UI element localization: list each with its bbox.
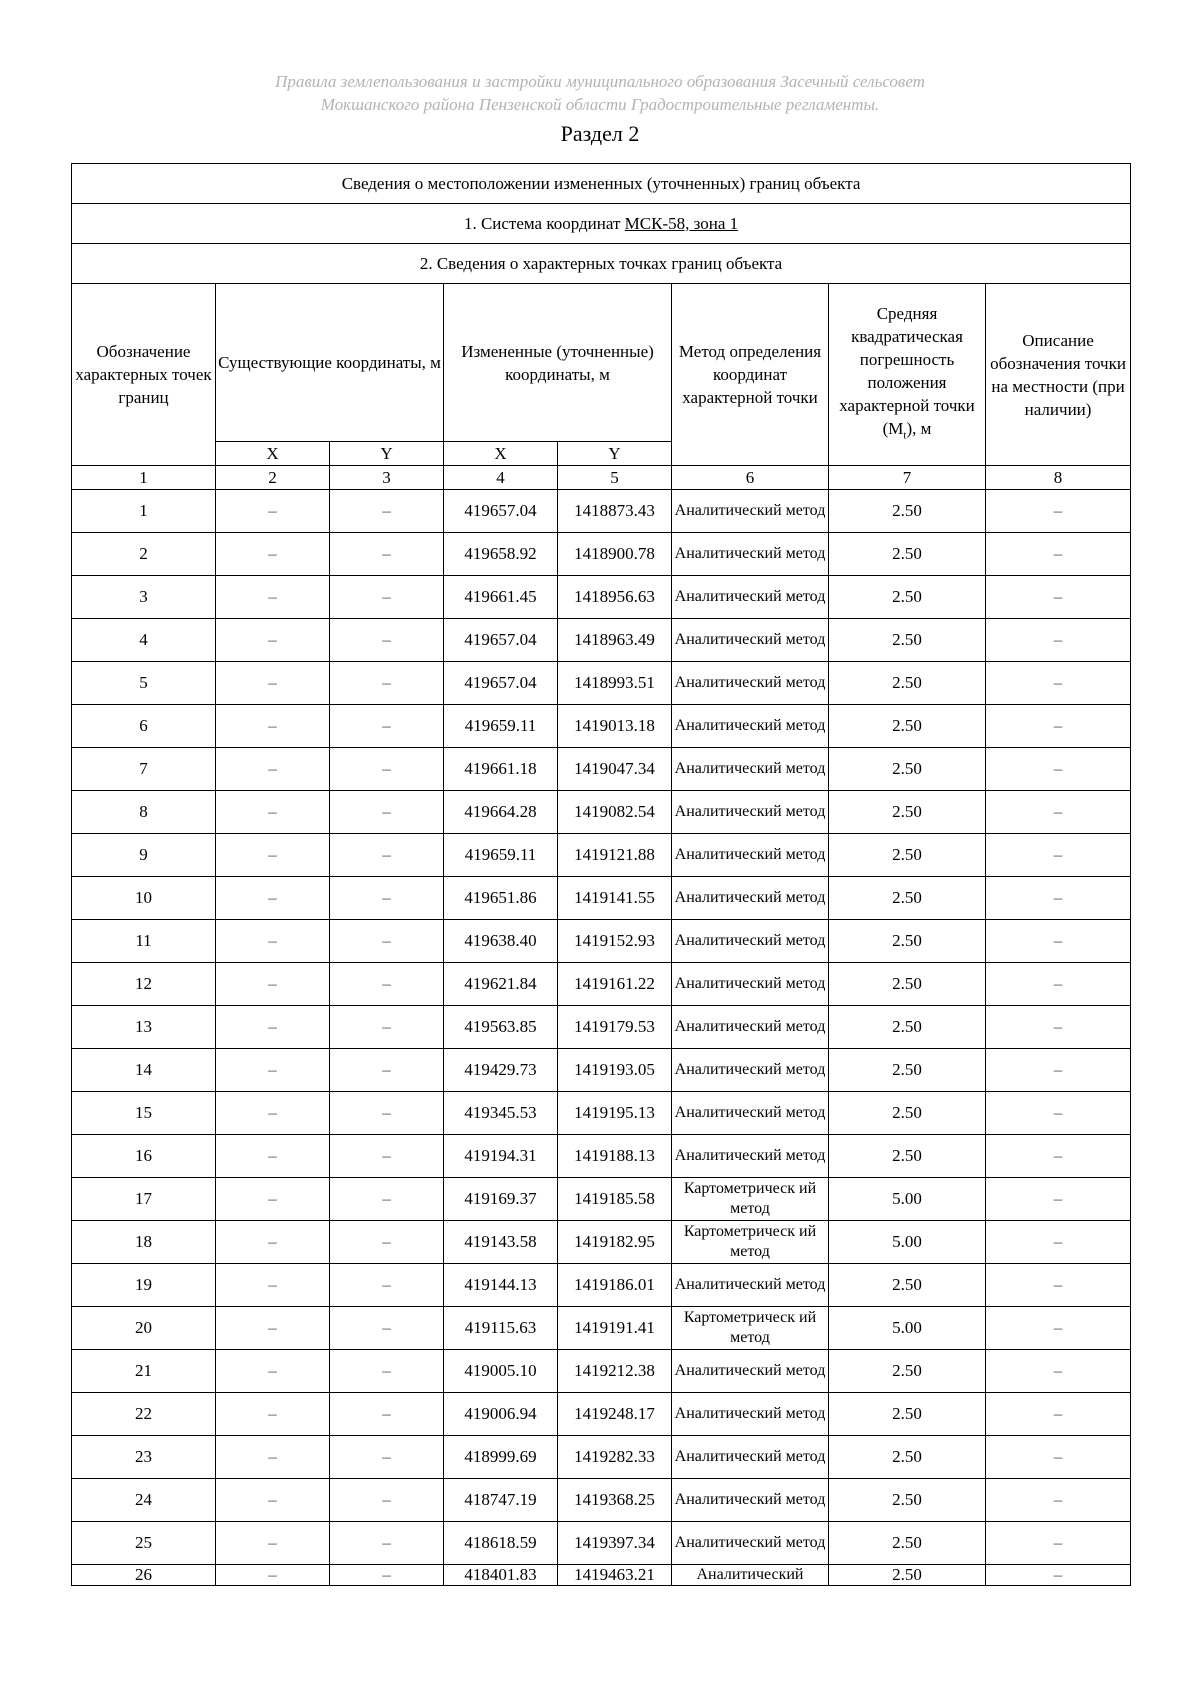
column-number: 2 bbox=[216, 466, 330, 490]
changed-x-cell: 419621.84 bbox=[444, 963, 558, 1006]
changed-y-cell: 1419152.93 bbox=[558, 920, 672, 963]
header-mean-error-sub: t bbox=[903, 429, 907, 442]
table-title-row bbox=[72, 164, 1131, 204]
existing-x-cell: – bbox=[216, 920, 330, 963]
existing-x-cell: – bbox=[216, 791, 330, 834]
description-cell: – bbox=[986, 1393, 1131, 1436]
mean-error-cell: 2.50 bbox=[829, 877, 986, 920]
existing-y-cell: – bbox=[330, 1135, 444, 1178]
table-row bbox=[72, 1092, 1131, 1135]
changed-y-cell: 1419121.88 bbox=[558, 834, 672, 877]
existing-y-cell: – bbox=[330, 1350, 444, 1393]
point-number-cell: 21 bbox=[72, 1350, 216, 1393]
mean-error-cell: 2.50 bbox=[829, 1479, 986, 1522]
method-cell: Аналитический метод bbox=[672, 1006, 829, 1049]
table-row bbox=[72, 834, 1131, 877]
description-cell: – bbox=[986, 1178, 1131, 1221]
changed-y-cell: 1419193.05 bbox=[558, 1049, 672, 1092]
mean-error-cell: 2.50 bbox=[829, 748, 986, 791]
table-row bbox=[72, 619, 1131, 662]
existing-x-cell: – bbox=[216, 1307, 330, 1350]
method-cell: Аналитический метод bbox=[672, 705, 829, 748]
changed-y-cell: 1419013.18 bbox=[558, 705, 672, 748]
existing-y-cell: – bbox=[330, 1565, 444, 1586]
changed-x-cell: 419144.13 bbox=[444, 1264, 558, 1307]
existing-x-cell: – bbox=[216, 619, 330, 662]
mean-error-cell: 5.00 bbox=[829, 1178, 986, 1221]
existing-x-cell: – bbox=[216, 1221, 330, 1264]
existing-x-cell: – bbox=[216, 490, 330, 533]
existing-x-cell: – bbox=[216, 748, 330, 791]
existing-x-cell: – bbox=[216, 1522, 330, 1565]
method-cell: Аналитический метод bbox=[672, 1264, 829, 1307]
point-number-cell: 4 bbox=[72, 619, 216, 662]
table-row bbox=[72, 1264, 1131, 1307]
existing-y-cell: – bbox=[330, 1049, 444, 1092]
method-cell: Аналитический bbox=[672, 1565, 829, 1586]
column-number: 7 bbox=[829, 466, 986, 490]
point-number-cell: 16 bbox=[72, 1135, 216, 1178]
point-number-cell: 26 bbox=[72, 1565, 216, 1586]
changed-y-cell: 1419191.41 bbox=[558, 1307, 672, 1350]
table-row bbox=[72, 1178, 1131, 1221]
changed-y-cell: 1419397.34 bbox=[558, 1522, 672, 1565]
existing-x-cell: – bbox=[216, 1393, 330, 1436]
method-cell: Аналитический метод bbox=[672, 533, 829, 576]
header-existing-y: Y bbox=[330, 442, 444, 466]
table-row bbox=[72, 1221, 1131, 1264]
method-cell: Аналитический метод bbox=[672, 490, 829, 533]
method-cell: Аналитический метод bbox=[672, 1479, 829, 1522]
method-cell: Аналитический метод bbox=[672, 1436, 829, 1479]
table-row bbox=[72, 662, 1131, 705]
description-cell: – bbox=[986, 1565, 1131, 1586]
mean-error-cell: 5.00 bbox=[829, 1307, 986, 1350]
method-cell: Картометрическ ий метод bbox=[672, 1307, 829, 1350]
table-row bbox=[72, 1135, 1131, 1178]
method-cell: Аналитический метод bbox=[672, 834, 829, 877]
description-cell: – bbox=[986, 1350, 1131, 1393]
table-row bbox=[72, 1479, 1131, 1522]
existing-x-cell: – bbox=[216, 877, 330, 920]
method-cell: Картометрическ ий метод bbox=[672, 1178, 829, 1221]
header-mean-error-unit: ), м bbox=[906, 418, 932, 438]
changed-y-cell: 1418956.63 bbox=[558, 576, 672, 619]
method-cell: Аналитический метод bbox=[672, 791, 829, 834]
existing-x-cell: – bbox=[216, 1264, 330, 1307]
mean-error-cell: 2.50 bbox=[829, 619, 986, 662]
changed-x-cell: 419661.18 bbox=[444, 748, 558, 791]
method-cell: Картометрическ ий метод bbox=[672, 1221, 829, 1264]
changed-x-cell: 419194.31 bbox=[444, 1135, 558, 1178]
description-cell: – bbox=[986, 1135, 1131, 1178]
existing-x-cell: – bbox=[216, 533, 330, 576]
mean-error-cell: 2.50 bbox=[829, 1436, 986, 1479]
changed-x-cell: 419657.04 bbox=[444, 490, 558, 533]
mean-error-cell: 2.50 bbox=[829, 1092, 986, 1135]
existing-y-cell: – bbox=[330, 791, 444, 834]
description-cell: – bbox=[986, 619, 1131, 662]
column-number: 5 bbox=[558, 466, 672, 490]
existing-x-cell: – bbox=[216, 1006, 330, 1049]
column-number: 8 bbox=[986, 466, 1131, 490]
changed-y-cell: 1419195.13 bbox=[558, 1092, 672, 1135]
table-row bbox=[72, 920, 1131, 963]
method-cell: Аналитический метод bbox=[672, 1393, 829, 1436]
table-title: Сведения о местоположении измененных (уточненных) границ объекта bbox=[72, 164, 1131, 204]
document-running-header bbox=[0, 70, 1200, 116]
changed-x-cell: 419657.04 bbox=[444, 662, 558, 705]
changed-x-cell: 419006.94 bbox=[444, 1393, 558, 1436]
point-number-cell: 13 bbox=[72, 1006, 216, 1049]
table-row bbox=[72, 705, 1131, 748]
changed-y-cell: 1419368.25 bbox=[558, 1479, 672, 1522]
table-row bbox=[72, 963, 1131, 1006]
coordinate-system-row bbox=[72, 204, 1131, 244]
point-number-cell: 9 bbox=[72, 834, 216, 877]
method-cell: Аналитический метод bbox=[672, 1135, 829, 1178]
mean-error-cell: 2.50 bbox=[829, 963, 986, 1006]
table-row bbox=[72, 1350, 1131, 1393]
changed-y-cell: 1418900.78 bbox=[558, 533, 672, 576]
column-number: 4 bbox=[444, 466, 558, 490]
existing-x-cell: – bbox=[216, 1565, 330, 1586]
changed-y-cell: 1419182.95 bbox=[558, 1221, 672, 1264]
table-row bbox=[72, 1436, 1131, 1479]
description-cell: – bbox=[986, 920, 1131, 963]
method-cell: Аналитический метод bbox=[672, 619, 829, 662]
description-cell: – bbox=[986, 963, 1131, 1006]
changed-x-cell: 418401.83 bbox=[444, 1565, 558, 1586]
mean-error-cell: 2.50 bbox=[829, 1565, 986, 1586]
table-row bbox=[72, 1393, 1131, 1436]
points-section-title: 2. Сведения о характерных точках границ объекта bbox=[72, 244, 1131, 284]
changed-y-cell: 1418993.51 bbox=[558, 662, 672, 705]
changed-y-cell: 1419047.34 bbox=[558, 748, 672, 791]
changed-x-cell: 418618.59 bbox=[444, 1522, 558, 1565]
existing-x-cell: – bbox=[216, 1049, 330, 1092]
changed-x-cell: 418747.19 bbox=[444, 1479, 558, 1522]
description-cell: – bbox=[986, 1264, 1131, 1307]
mean-error-cell: 2.50 bbox=[829, 533, 986, 576]
existing-y-cell: – bbox=[330, 1264, 444, 1307]
mean-error-cell: 2.50 bbox=[829, 490, 986, 533]
changed-x-cell: 419115.63 bbox=[444, 1307, 558, 1350]
point-number-cell: 20 bbox=[72, 1307, 216, 1350]
mean-error-cell: 2.50 bbox=[829, 1393, 986, 1436]
changed-y-cell: 1419185.58 bbox=[558, 1178, 672, 1221]
mean-error-cell: 2.50 bbox=[829, 1350, 986, 1393]
column-number: 3 bbox=[330, 466, 444, 490]
existing-y-cell: – bbox=[330, 1436, 444, 1479]
header-existing-coordinates: Существующие координаты, м bbox=[216, 284, 444, 442]
existing-x-cell: – bbox=[216, 705, 330, 748]
mean-error-cell: 2.50 bbox=[829, 705, 986, 748]
method-cell: Аналитический метод bbox=[672, 1522, 829, 1565]
existing-y-cell: – bbox=[330, 1006, 444, 1049]
point-number-cell: 3 bbox=[72, 576, 216, 619]
point-number-cell: 1 bbox=[72, 490, 216, 533]
changed-y-cell: 1419463.21 bbox=[558, 1565, 672, 1586]
method-cell: Аналитический метод bbox=[672, 1049, 829, 1092]
point-number-cell: 10 bbox=[72, 877, 216, 920]
method-cell: Аналитический метод bbox=[672, 748, 829, 791]
changed-x-cell: 419345.53 bbox=[444, 1092, 558, 1135]
description-cell: – bbox=[986, 705, 1131, 748]
existing-x-cell: – bbox=[216, 1350, 330, 1393]
table-row bbox=[72, 1049, 1131, 1092]
mean-error-cell: 2.50 bbox=[829, 1135, 986, 1178]
changed-y-cell: 1419179.53 bbox=[558, 1006, 672, 1049]
description-cell: – bbox=[986, 662, 1131, 705]
table-row bbox=[72, 576, 1131, 619]
description-cell: – bbox=[986, 877, 1131, 920]
point-number-cell: 14 bbox=[72, 1049, 216, 1092]
description-cell: – bbox=[986, 834, 1131, 877]
header-mean-error-text: Средняя квадратическая погрешность положения характерной точки (M bbox=[839, 303, 975, 438]
mean-error-cell: 2.50 bbox=[829, 1049, 986, 1092]
column-number: 1 bbox=[72, 466, 216, 490]
changed-x-cell: 419659.11 bbox=[444, 834, 558, 877]
header-mean-error bbox=[829, 284, 986, 466]
table-row bbox=[72, 1522, 1131, 1565]
method-cell: Аналитический метод bbox=[672, 920, 829, 963]
changed-y-cell: 1418873.43 bbox=[558, 490, 672, 533]
mean-error-cell: 2.50 bbox=[829, 1522, 986, 1565]
section-title: Раздел 2 bbox=[560, 121, 640, 146]
point-number-cell: 11 bbox=[72, 920, 216, 963]
table-row bbox=[72, 1006, 1131, 1049]
header-line-2: Мокшанского района Пензенской области Градостроительные регламенты. bbox=[320, 95, 880, 114]
point-number-cell: 15 bbox=[72, 1092, 216, 1135]
existing-y-cell: – bbox=[330, 920, 444, 963]
existing-x-cell: – bbox=[216, 576, 330, 619]
point-number-cell: 2 bbox=[72, 533, 216, 576]
existing-y-cell: – bbox=[330, 576, 444, 619]
changed-x-cell: 419664.28 bbox=[444, 791, 558, 834]
point-number-cell: 18 bbox=[72, 1221, 216, 1264]
changed-y-cell: 1419188.13 bbox=[558, 1135, 672, 1178]
changed-x-cell: 419005.10 bbox=[444, 1350, 558, 1393]
existing-y-cell: – bbox=[330, 705, 444, 748]
existing-y-cell: – bbox=[330, 1522, 444, 1565]
description-cell: – bbox=[986, 1092, 1131, 1135]
existing-x-cell: – bbox=[216, 1178, 330, 1221]
changed-x-cell: 419657.04 bbox=[444, 619, 558, 662]
changed-x-cell: 419143.58 bbox=[444, 1221, 558, 1264]
existing-y-cell: – bbox=[330, 533, 444, 576]
existing-x-cell: – bbox=[216, 1092, 330, 1135]
coordinate-system-label: 1. Система координат bbox=[463, 213, 625, 233]
description-cell: – bbox=[986, 1049, 1131, 1092]
point-number-cell: 5 bbox=[72, 662, 216, 705]
changed-y-cell: 1419141.55 bbox=[558, 877, 672, 920]
method-cell: Аналитический метод bbox=[672, 877, 829, 920]
existing-x-cell: – bbox=[216, 1479, 330, 1522]
mean-error-cell: 2.50 bbox=[829, 662, 986, 705]
mean-error-cell: 2.50 bbox=[829, 834, 986, 877]
point-number-cell: 19 bbox=[72, 1264, 216, 1307]
changed-x-cell: 419429.73 bbox=[444, 1049, 558, 1092]
description-cell: – bbox=[986, 1307, 1131, 1350]
mean-error-cell: 2.50 bbox=[829, 791, 986, 834]
point-number-cell: 8 bbox=[72, 791, 216, 834]
existing-y-cell: – bbox=[330, 1393, 444, 1436]
existing-x-cell: – bbox=[216, 1436, 330, 1479]
existing-y-cell: – bbox=[330, 877, 444, 920]
point-number-cell: 12 bbox=[72, 963, 216, 1006]
changed-x-cell: 419658.92 bbox=[444, 533, 558, 576]
description-cell: – bbox=[986, 748, 1131, 791]
header-description: Описание обозначения точки на местности (при наличии) bbox=[986, 284, 1131, 466]
changed-x-cell: 419661.45 bbox=[444, 576, 558, 619]
existing-y-cell: – bbox=[330, 1479, 444, 1522]
changed-x-cell: 419638.40 bbox=[444, 920, 558, 963]
changed-x-cell: 419169.37 bbox=[444, 1178, 558, 1221]
mean-error-cell: 2.50 bbox=[829, 920, 986, 963]
existing-x-cell: – bbox=[216, 834, 330, 877]
changed-x-cell: 419563.85 bbox=[444, 1006, 558, 1049]
method-cell: Аналитический метод bbox=[672, 1350, 829, 1393]
table-row bbox=[72, 490, 1131, 533]
existing-x-cell: – bbox=[216, 662, 330, 705]
description-cell: – bbox=[986, 1479, 1131, 1522]
existing-y-cell: – bbox=[330, 490, 444, 533]
point-number-cell: 7 bbox=[72, 748, 216, 791]
method-cell: Аналитический метод bbox=[672, 1092, 829, 1135]
changed-y-cell: 1419161.22 bbox=[558, 963, 672, 1006]
table-row bbox=[72, 877, 1131, 920]
changed-y-cell: 1419212.38 bbox=[558, 1350, 672, 1393]
header-changed-coordinates: Измененные (уточненные) координаты, м bbox=[444, 284, 672, 442]
point-number-cell: 17 bbox=[72, 1178, 216, 1221]
column-number-row bbox=[72, 466, 1131, 490]
existing-y-cell: – bbox=[330, 963, 444, 1006]
mean-error-cell: 2.50 bbox=[829, 1006, 986, 1049]
existing-y-cell: – bbox=[330, 1221, 444, 1264]
description-cell: – bbox=[986, 533, 1131, 576]
boundary-points-table bbox=[71, 163, 1131, 1586]
table-row bbox=[72, 1307, 1131, 1350]
changed-y-cell: 1419248.17 bbox=[558, 1393, 672, 1436]
changed-y-cell: 1419282.33 bbox=[558, 1436, 672, 1479]
existing-y-cell: – bbox=[330, 834, 444, 877]
changed-y-cell: 1419082.54 bbox=[558, 791, 672, 834]
points-section-row bbox=[72, 244, 1131, 284]
changed-x-cell: 418999.69 bbox=[444, 1436, 558, 1479]
header-line-1: Правила землепользования и застройки муниципального образования Засечный сельсовет bbox=[275, 72, 925, 91]
mean-error-cell: 5.00 bbox=[829, 1221, 986, 1264]
point-number-cell: 23 bbox=[72, 1436, 216, 1479]
method-cell: Аналитический метод bbox=[672, 576, 829, 619]
mean-error-cell: 2.50 bbox=[829, 1264, 986, 1307]
changed-y-cell: 1419186.01 bbox=[558, 1264, 672, 1307]
point-number-cell: 25 bbox=[72, 1522, 216, 1565]
existing-y-cell: – bbox=[330, 619, 444, 662]
header-method: Метод определения координат характерной точки bbox=[672, 284, 829, 466]
changed-x-cell: 419659.11 bbox=[444, 705, 558, 748]
table-row bbox=[72, 791, 1131, 834]
description-cell: – bbox=[986, 1436, 1131, 1479]
header-row bbox=[72, 284, 1131, 442]
description-cell: – bbox=[986, 1522, 1131, 1565]
header-point-designation: Обозначение характерных точек границ bbox=[72, 284, 216, 466]
point-number-cell: 6 bbox=[72, 705, 216, 748]
existing-x-cell: – bbox=[216, 963, 330, 1006]
header-changed-y: Y bbox=[558, 442, 672, 466]
description-cell: – bbox=[986, 490, 1131, 533]
method-cell: Аналитический метод bbox=[672, 662, 829, 705]
column-number: 6 bbox=[672, 466, 829, 490]
header-changed-x: X bbox=[444, 442, 558, 466]
coordinate-system-value: МСК-58, зона 1 bbox=[624, 213, 739, 233]
point-number-cell: 22 bbox=[72, 1393, 216, 1436]
existing-y-cell: – bbox=[330, 662, 444, 705]
description-cell: – bbox=[986, 1006, 1131, 1049]
table-row bbox=[72, 748, 1131, 791]
existing-y-cell: – bbox=[330, 1307, 444, 1350]
coordinate-system bbox=[72, 204, 1131, 244]
existing-y-cell: – bbox=[330, 1178, 444, 1221]
changed-x-cell: 419651.86 bbox=[444, 877, 558, 920]
description-cell: – bbox=[986, 576, 1131, 619]
description-cell: – bbox=[986, 1221, 1131, 1264]
mean-error-cell: 2.50 bbox=[829, 576, 986, 619]
existing-y-cell: – bbox=[330, 748, 444, 791]
existing-x-cell: – bbox=[216, 1135, 330, 1178]
header-existing-x: X bbox=[216, 442, 330, 466]
changed-y-cell: 1418963.49 bbox=[558, 619, 672, 662]
description-cell: – bbox=[986, 791, 1131, 834]
point-number-cell: 24 bbox=[72, 1479, 216, 1522]
table-row bbox=[72, 1565, 1131, 1586]
table-row bbox=[72, 533, 1131, 576]
existing-y-cell: – bbox=[330, 1092, 444, 1135]
method-cell: Аналитический метод bbox=[672, 963, 829, 1006]
